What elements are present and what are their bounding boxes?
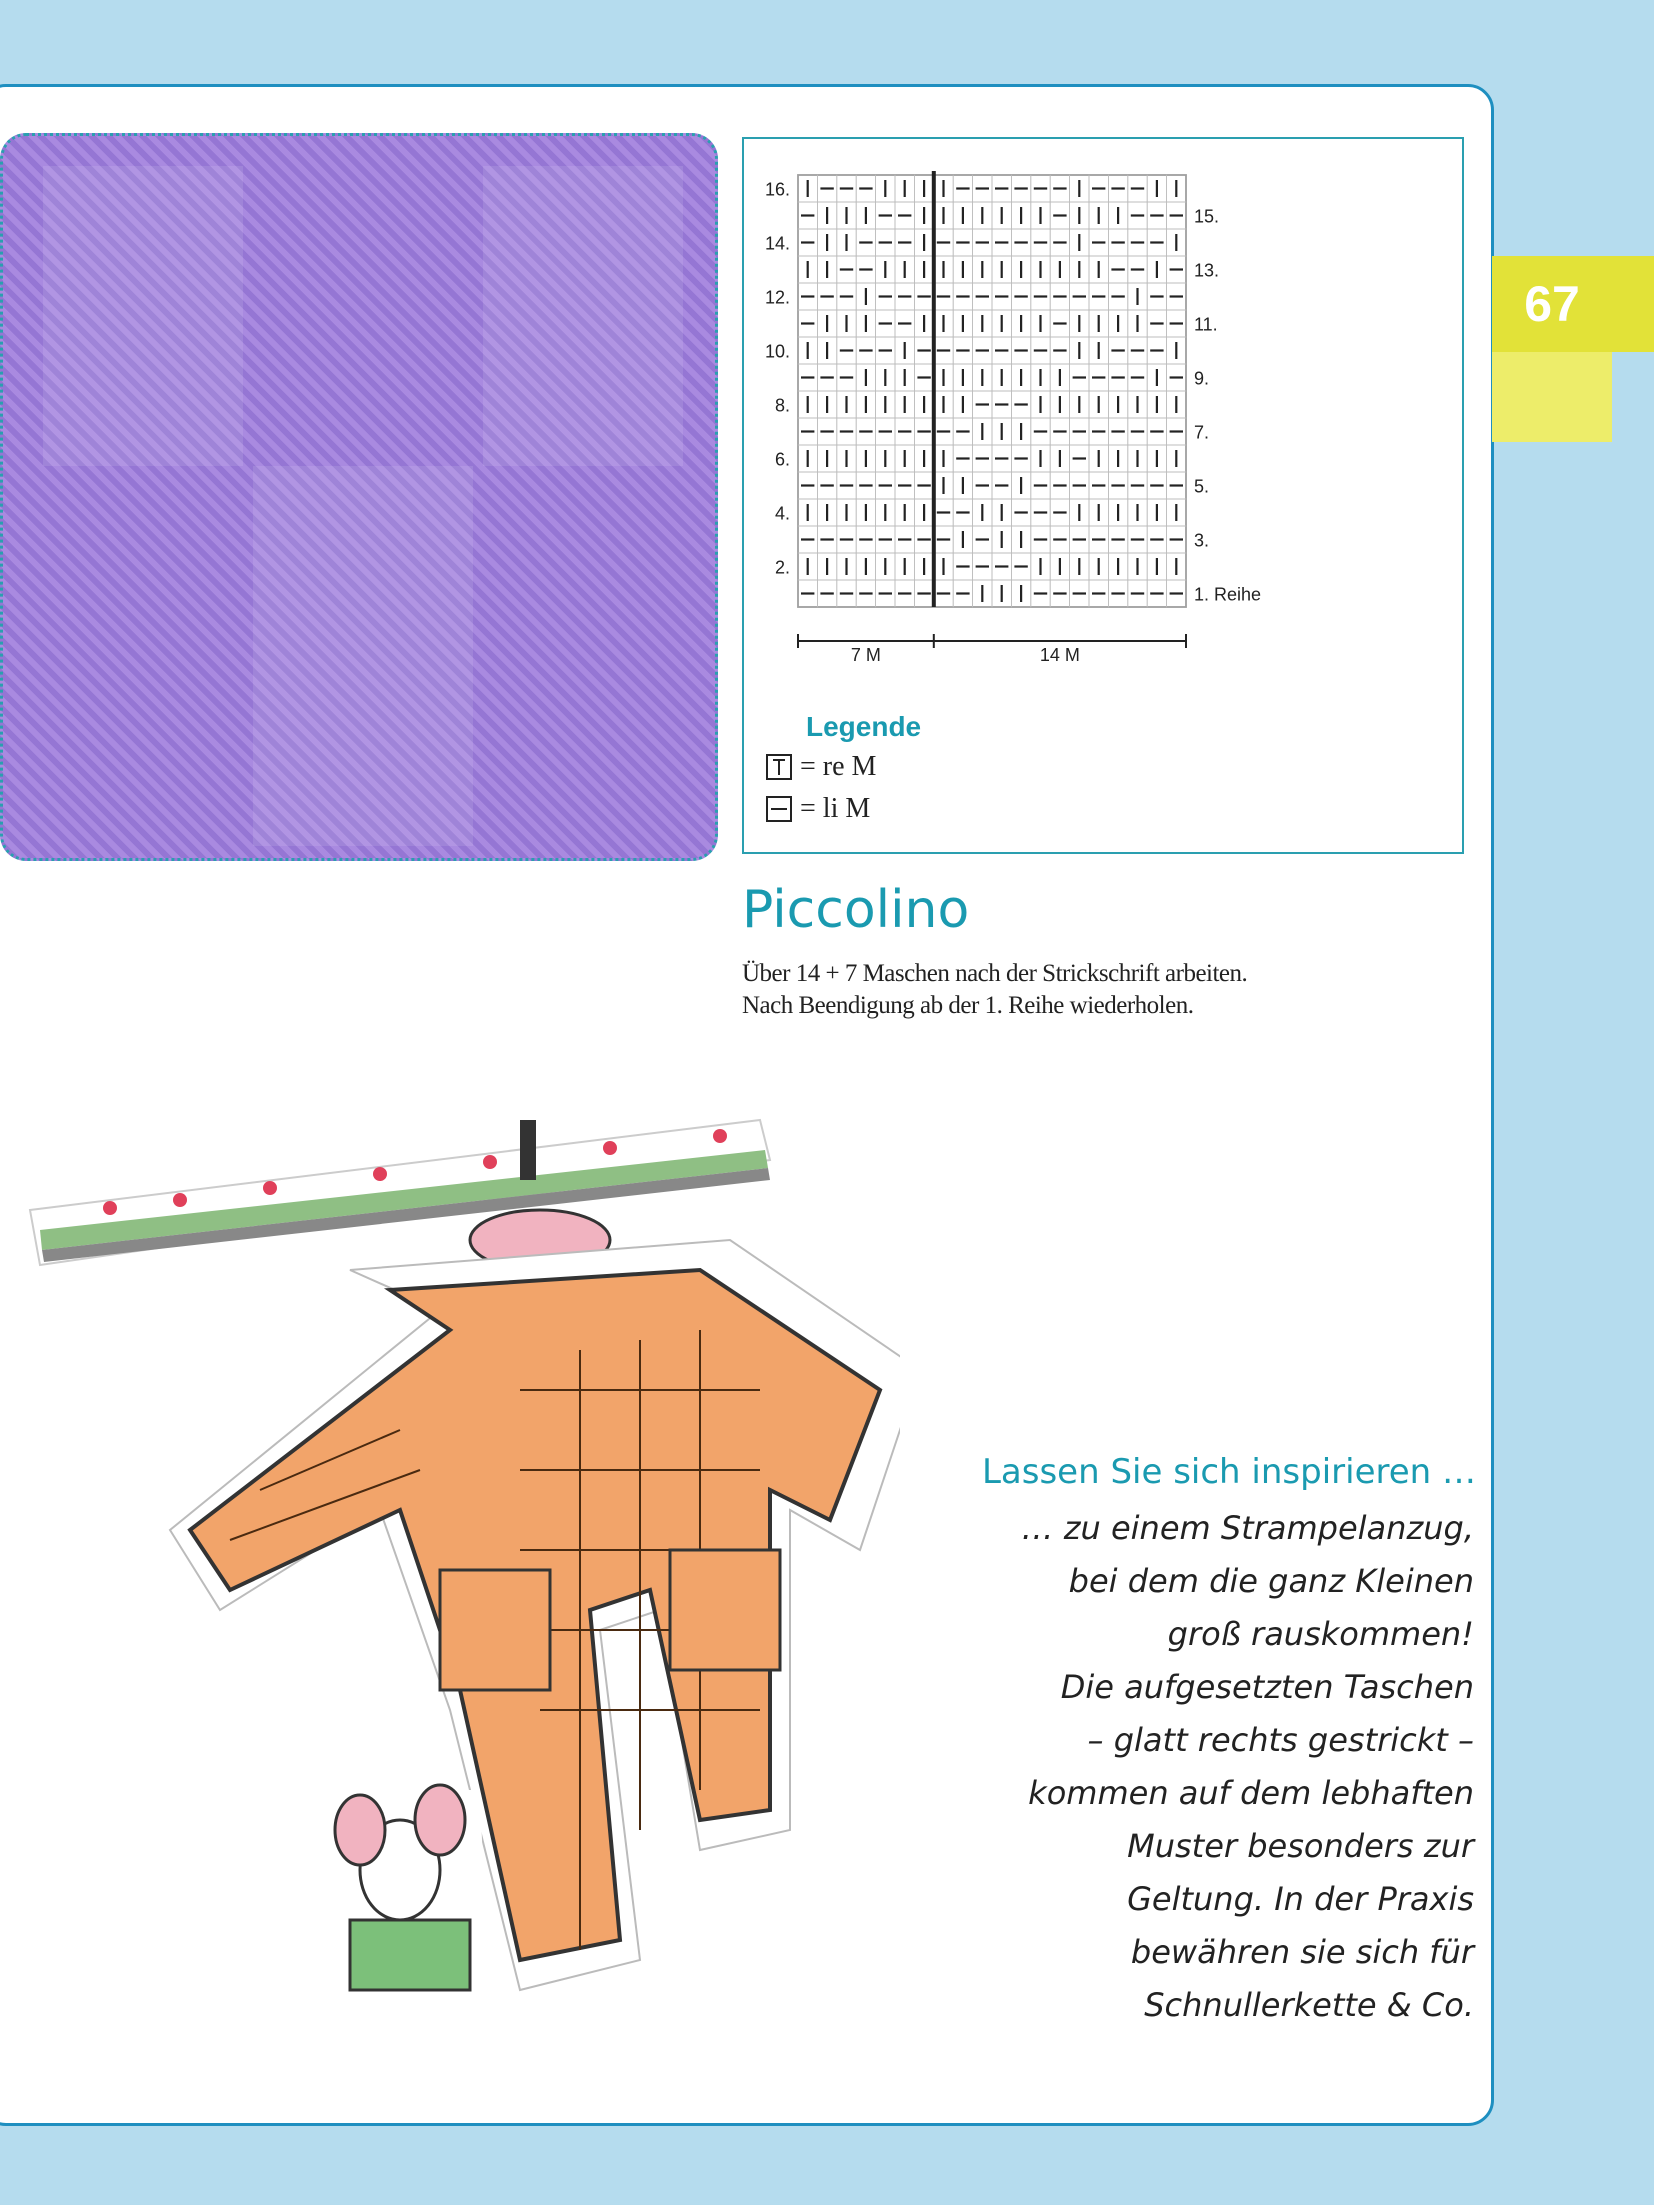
row-label-right: 13. (1194, 260, 1220, 281)
knit-stitch-icon (766, 754, 792, 780)
row-label-left: 6. (774, 449, 790, 470)
row-label-right: 7. (1194, 422, 1210, 443)
pattern-title: Piccolino (742, 880, 970, 940)
inspiration-line: Muster besonders zur (1127, 1827, 1474, 1865)
inspiration-line: bewähren sie sich für (1130, 1933, 1474, 1971)
inspiration-line: Schnullerkette & Co. (1144, 1986, 1474, 2024)
row-label-right: 11. (1194, 314, 1218, 335)
row-label-left: 2. (774, 557, 790, 578)
inspiration-title: Lassen Sie sich inspirieren … (981, 1452, 1476, 1492)
romper (170, 1240, 900, 1990)
row-label-right: 9. (1194, 368, 1210, 389)
row-label-left: 4. (774, 503, 790, 524)
knitting-chart (744, 139, 1462, 852)
legend-purl-label: = li M (800, 793, 871, 824)
row-label-left: 8. (774, 395, 790, 416)
row-label-left: 16. (764, 179, 790, 200)
bunny-toy (320, 1785, 490, 2040)
width-label: 14 M (1039, 645, 1080, 665)
row-label-left: 10. (764, 341, 790, 362)
knit-swatch-photo (0, 133, 718, 861)
row-label-right: 15. (1194, 206, 1220, 227)
page-number: 67 (1524, 276, 1580, 332)
purl-stitch-icon (766, 796, 792, 822)
row-label-right: 5. (1194, 476, 1210, 497)
row-label-right: 3. (1194, 530, 1210, 551)
inspiration-line: groß rauskommen! (1167, 1615, 1474, 1653)
inspiration-text (1022, 1502, 1474, 2032)
description-line: Über 14 + 7 Maschen nach der Strickschrift arbeiten. (742, 960, 1248, 987)
row-label-left: 12. (764, 287, 790, 308)
legend-knit (766, 751, 876, 783)
pattern-description (742, 958, 1247, 1022)
width-label: 7 M (850, 645, 881, 665)
page-tab-shadow (1492, 352, 1612, 442)
inspiration-line: Die aufgesetzten Taschen (1060, 1668, 1474, 1706)
inspiration-line: – glatt rechts gestrickt – (1087, 1721, 1474, 1759)
legend-knit-label: = re M (800, 751, 877, 782)
inspiration-line: Geltung. In der Praxis (1127, 1880, 1474, 1918)
inspiration-line: kommen auf dem lebhaften (1028, 1774, 1474, 1812)
row-label-left: 14. (764, 233, 790, 254)
romper-illustration (0, 1090, 900, 2050)
inspiration-line: bei dem die ganz Kleinen (1068, 1562, 1474, 1600)
legend-purl (766, 793, 870, 825)
knitting-chart-box (742, 137, 1464, 854)
legend-title: Legende (806, 711, 922, 742)
inspiration-line: … zu einem Strampelanzug, (1021, 1509, 1474, 1547)
ribbon-strip (30, 1120, 770, 1265)
row-label-right: 1. Reihe (1194, 584, 1262, 605)
description-line: Nach Beendigung ab der 1. Reihe wiederholen. (742, 992, 1194, 1019)
